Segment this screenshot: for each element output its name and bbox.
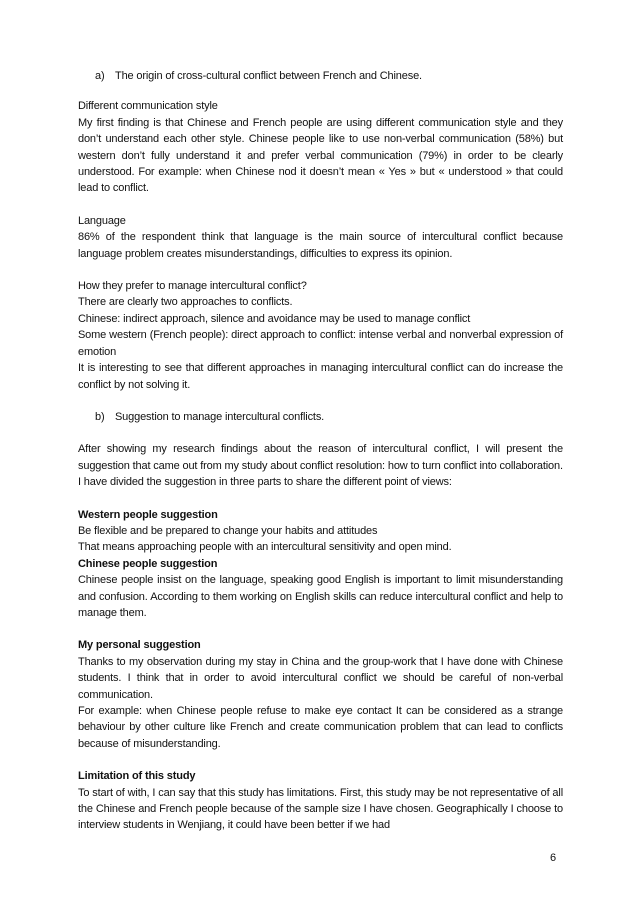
language-heading: Language [78,214,126,227]
western-line-2: That means approaching people with an intercultural sensitivity and open mind. [78,541,452,554]
manage-western: Some western (French people): direct approach to conflict: intense verbal and nonverbal expression of emotion [78,329,563,358]
section-a-title: The origin of cross-cultural conflict between French and Chinese. [115,70,422,82]
section-b-label: b) [95,410,105,423]
intro-divided: I have divided the suggestion in three parts to share the different point of views: [78,476,452,489]
section-a-heading [78,68,563,84]
communication-body: My first finding is that Chinese and French people are using different communication style and they don’t understand each other style. Chinese people like to use non-verbal communication (58%) but western don’t fully understand it and prefer verbal communication (79%) in order to be clearly understood. For example: when Chinese nod it doesn’t mean « Yes » but « understood » that could lead to conflict. [78,116,563,195]
communication-heading: Different communication style [78,100,218,113]
section-b-title: Suggestion to manage intercultural conflicts. [115,410,325,423]
language-body: 86% of the respondent think that language is the main source of intercultural conflict because language problem creates misunderstandings, difficulties to express its opinion. [78,231,563,260]
personal-paragraph-2: For example: when Chinese people refuse to make eye contact It can be considered as a strange behaviour by other culture like French and create communication problem that can lead to conflicts because of misunderstanding. [78,705,563,750]
manage-approaches: There are clearly two approaches to conflicts. [78,296,293,309]
limitation-body: To start of with, I can say that this study has limitations. First, this study may be not representative of all the Chinese and French people because of the sample size I have chosen. Geographically I choose to interview students in Wenjiang, it could have been better if we had [78,786,563,832]
intro-paragraph: After showing my research findings about the reason of intercultural conflict, I will present the suggestion that came out from my study about conflict resolution: how to turn conflict into collaboration. [78,443,563,472]
manage-conclusion: It is interesting to see that different approaches in managing intercultural conflict can do increase the conflict by not solving it. [78,362,563,391]
page-number: 6 [550,852,557,864]
manage-question: How they prefer to manage intercultural conflict? [78,280,307,293]
limitation-heading: Limitation of this study [78,770,196,783]
personal-paragraph-1: Thanks to my observation during my stay in China and the group-work that I have done with Chinese students. I think that in order to avoid intercultural conflict we should be careful of non-verbal communication. [78,655,563,701]
document-page [78,68,563,834]
chinese-heading: Chinese people suggestion [78,557,218,570]
section-b-heading [78,409,563,425]
western-heading: Western people suggestion [78,508,218,521]
personal-heading: My personal suggestion [78,639,201,652]
western-line-1: Be flexible and be prepared to change your habits and attitudes [78,524,378,537]
manage-chinese: Chinese: indirect approach, silence and avoidance may be used to manage conflict [78,312,471,325]
section-a-label: a) [95,70,105,82]
chinese-body: Chinese people insist on the language, speaking good English is important to limit misunderstanding and confusion. According to them working on English skills can reduce intercultural conflict and help to manage them. [78,574,563,619]
